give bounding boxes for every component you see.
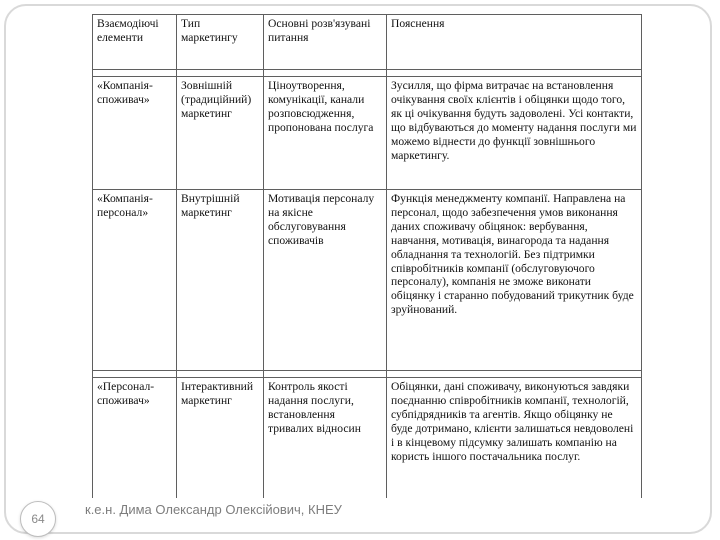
cell-issues: Ціноутворення, комунікації, канали розповсюдження, пропонована послуга [264,77,387,190]
cell-type: Внутрішній маркетинг [177,190,264,371]
cell-issues: Мотивація персоналу на якісне обслуговування споживачів [264,190,387,371]
header-elements: Взаємодіючі елементи [93,15,177,70]
table-spacer [93,371,642,378]
cell-elements: «Персонал-споживач» [93,378,177,499]
table-row [93,77,642,190]
header-type: Тип маркетингу [177,15,264,70]
cell-elements: «Компанія-персонал» [93,190,177,371]
cell-type: Інтерактивний маркетинг [177,378,264,499]
table-row [93,378,642,499]
marketing-table-container [92,14,642,498]
cell-issues: Контроль якості надання послуги, встановлення тривалих відносин [264,378,387,499]
header-issues: Основні розв'язувані питання [264,15,387,70]
table-header-row [93,15,642,70]
cell-explanation: Функція менеджменту компанії. Направлена на персонал, щодо забезпечення умов виконання даних споживачу обіцянок: вербування, навчання, мотивація, винагорода та надання обладнання та технологій. Без підтримки співробітників компанії (обслуговуючого персоналу), компанія не зможе виконати обіцянку і старанно побудований трикутник буде зруйнований. [387,190,642,371]
cell-explanation: Зусилля, що фірма витрачає на встановлення очікування своїх клієнтів і обіцянки щодо того, як ці очікування будуть задоволені. Усі контакти, що відбуваються до моменту надання послуги ми можемо віднести до функції зовнішнього маркетингу. [387,77,642,190]
page-number: 64 [31,512,45,526]
marketing-table [92,14,642,498]
cell-type: Зовнішній (традиційний) маркетинг [177,77,264,190]
page-number-badge [20,501,56,537]
cell-elements: «Компанія-споживач» [93,77,177,190]
header-explanation: Пояснення [387,15,642,70]
cell-explanation: Обіцянки, дані споживачу, виконуються завдяки поєднанню співробітників компанії, технологій, субпідрядників та агентів. Якщо обіцянку не буде дотримано, клієнти залишаться невдоволені і в кінцевому підсумку залишать компанію на користь іншого постачальника послуг. [387,378,642,499]
footer-author: к.е.н. Дима Олександр Олексійович, КНЕУ [85,502,342,517]
slide-frame [4,4,712,534]
table-spacer [93,70,642,77]
table-row [93,190,642,371]
